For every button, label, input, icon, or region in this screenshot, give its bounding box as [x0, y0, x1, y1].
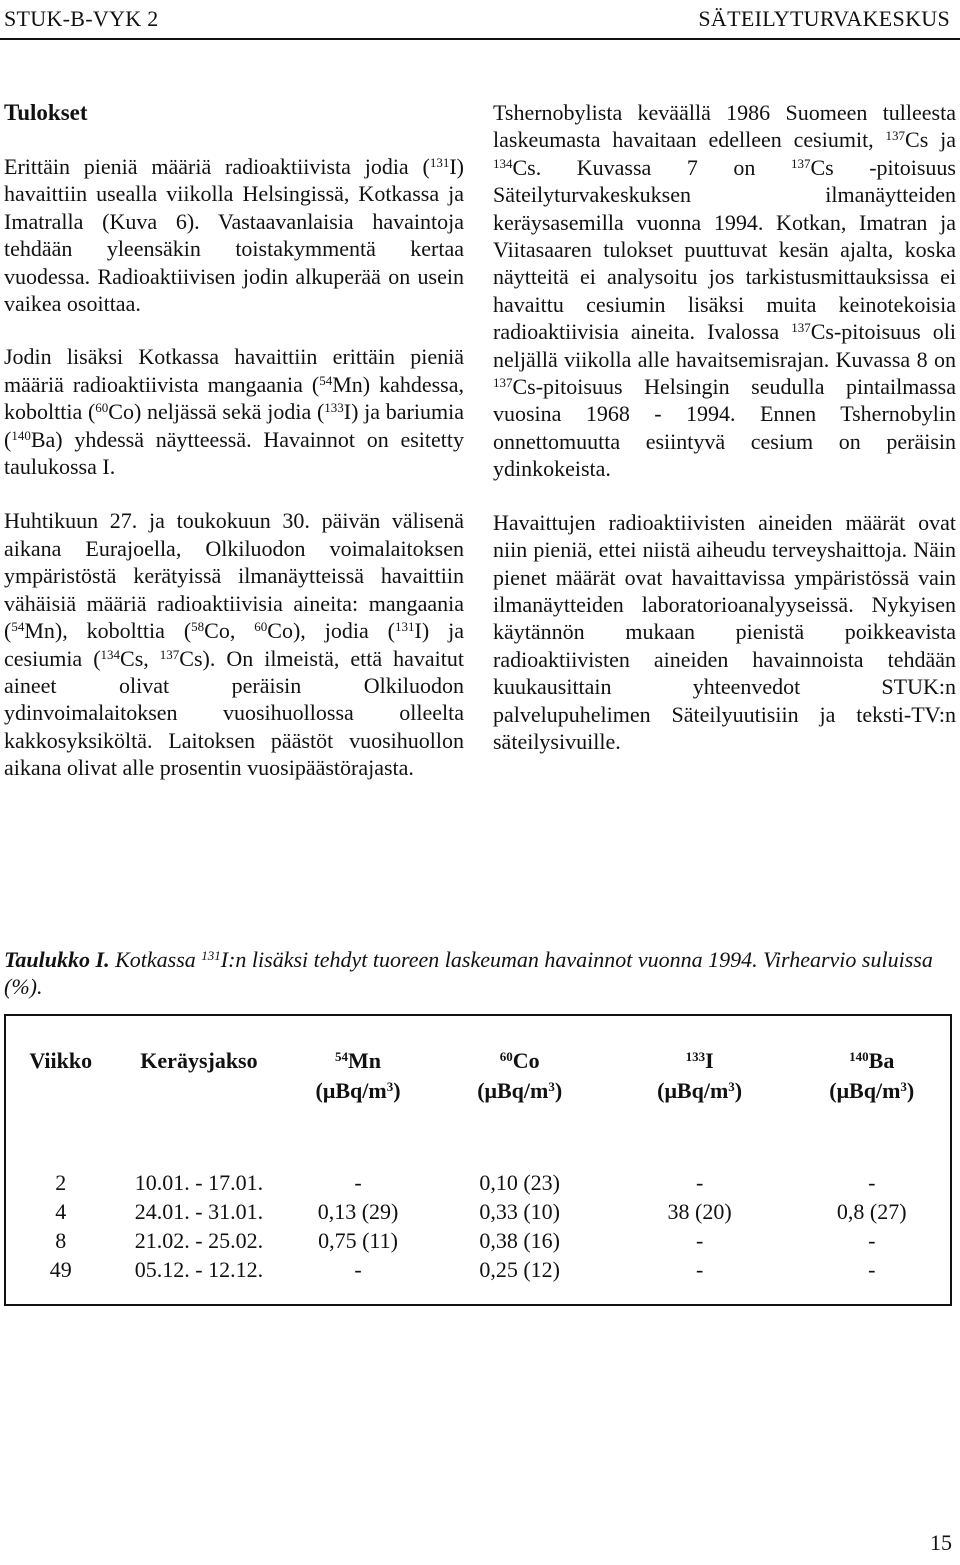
- paragraph-olkiluoto: Huhtikuun 27. ja toukokuun 30. päivän välisenä aikana Eurajoella, Olkiluodon voimalaitoksen ympäristöstä kerätyissä ilmanäytteissä havaittiin vähäisiä määriä radioaktiivisia aineita: mangaania ($^{54}$Mn), kobolttia ($^{58}$Co, $^{60}$Co), jodia ($^{131}$I) ja cesiumia ($^{134}$Cs, $^{137}$Cs). On ilmeistä, että havaitut aineet olivat peräisin Olkiluodon ydinvoimalaitoksen vuosihuollossa olleelta kakkosyksiköltä. Laitoksen päästöt vuosihuollon aikana olivat alle prosentin vuosipäästörajasta.: [4, 508, 464, 781]
- paragraph-chernobyl: Tshernobylista keväällä 1986 Suomeen tulleesta laskeumasta havaitaan edelleen cesiumit, $^{137}$Cs ja $^{134}$Cs. Kuvassa 7 on $^{137}$Cs -pitoisuus Säteilyturvakeskuksen ilmanäytteiden keräysasemilla vuonna 1994. Kotkan, Imatran ja Viitasaaren tulokset puuttuvat kesän ajalta, koska näytteitä ei analysoitu jos tarkistusmittauksissa ei havaittu cesiumin lisäksi muita keinotekoisia radioaktiivisia aineita. Ivalossa $^{137}$Cs-pitoisuus oli neljällä viikolla alle havaitsemisrajan. Kuvassa 8 on $^{137}$Cs-pitoisuus Helsingin seudulla pintailmassa vuosina 1968 - 1994. Ennen Tshernobylin onnettomuutta esiintyvä cesium on peräisin ydinkokeista.: [493, 100, 957, 482]
- running-header-right: SÄTEILYTURVAKESKUS: [698, 6, 950, 31]
- results-table: [4, 1014, 952, 1306]
- cell-week: 49: [49, 1257, 72, 1282]
- col-header-i133: $^{133}$I $(\mu Bq/m^3)$: [657, 1048, 743, 1103]
- col-header-co60: $^{60}$Co $(\mu Bq/m^3)$: [477, 1048, 563, 1103]
- cell-mn54: -: [354, 1170, 362, 1195]
- table-row: [6, 1255, 950, 1284]
- cell-i133: -: [695, 1170, 704, 1195]
- cell-mn54: 0,75 (11): [318, 1228, 398, 1253]
- cell-i133: -: [695, 1228, 704, 1253]
- col-header-week: Viikko: [29, 1048, 93, 1073]
- right-column: [493, 99, 956, 755]
- paragraph-kotka: Jodin lisäksi Kotkassa havaittiin erittäin pieniä määriä radioaktiivista mangaania ($^{54}$Mn) kahdessa, kobolttia ($^{60}$Co) neljässä sekä jodia ($^{133}$I) ja bariumia ($^{140}$Ba) yhdessä näytteessä. Havainnot on esitetty taulukossa I.: [4, 344, 464, 480]
- left-column: [4, 99, 464, 782]
- cell-week: 8: [55, 1228, 67, 1253]
- cell-ba140: -: [868, 1170, 876, 1195]
- running-header-left: STUK-B-VYK 2: [4, 6, 159, 31]
- cell-period: 10.01. - 17.01.: [134, 1170, 264, 1195]
- paragraph-iodine: Erittäin pieniä määriä radioaktiivista jodia ($^{131}$I) havaittiin usealla viikolla Helsingissä, Kotkassa ja Imatralla (Kuva 6). Vastaavanlaisia havaintoja tehdään yleensäkin toistakymmentä kertaa vuodessa. Radioaktiivisen jodin alkuperää on usein vaikea osoittaa.: [4, 154, 464, 317]
- cell-ba140: -: [868, 1228, 876, 1253]
- header-rule: [0, 38, 960, 40]
- page-number: 15: [930, 1530, 952, 1555]
- cell-week: 4: [55, 1199, 67, 1224]
- table-row: [6, 1106, 950, 1197]
- cell-co60: 0,10 (23): [479, 1170, 561, 1195]
- section-heading: Tulokset: [4, 100, 88, 125]
- cell-ba140: 0,8 (27): [836, 1199, 907, 1224]
- col-header-ba140: $^{140}$Ba $(\mu Bq/m^3)$: [829, 1048, 915, 1103]
- table-caption: Taulukko I. Kotkassa $^{131}$I:n lisäksi tehdyt tuoreen laskeuman havainnot vuonna 1994. Virhearvio suluissa (%).: [4, 947, 933, 1000]
- cell-week: 2: [55, 1170, 67, 1195]
- cell-i133: -: [695, 1257, 704, 1282]
- cell-co60: 0,38 (16): [479, 1228, 561, 1253]
- col-header-mn54: $^{54}$Mn $(\mu Bq/m^3)$: [315, 1048, 401, 1103]
- paragraph-health: Havaittujen radioaktiivisten aineiden määrät ovat niin pieniä, ettei niistä aiheudu terveyshaittoja. Näin pienet määrät ovat havaittavissa ympäristössä vain ilmanäytteiden laboratorioanalyyseissä. Nykyisen käytännön mukaan pienistä poikkeavista radioaktiivisten aineiden havainnoista tehdään kuukausittain yhteenvedot STUK:n palvelupuhelimen Säteilyuutisiin ja teksti-TV:n säteilysivuille.: [493, 509, 956, 754]
- cell-i133: 38 (20): [667, 1199, 732, 1224]
- cell-co60: 0,33 (10): [479, 1199, 561, 1224]
- cell-period: 24.01. - 31.01.: [134, 1199, 264, 1224]
- cell-mn54: -: [354, 1257, 362, 1282]
- table-row: [6, 1197, 950, 1226]
- cell-mn54: 0,13 (29): [317, 1199, 399, 1224]
- col-header-period: Keräysjakso: [140, 1048, 258, 1073]
- table-row: [6, 1226, 950, 1255]
- cell-period: 21.02. - 25.02.: [134, 1228, 264, 1253]
- cell-co60: 0,25 (12): [479, 1257, 561, 1282]
- cell-period: 05.12. - 12.12.: [134, 1257, 264, 1282]
- cell-ba140: -: [868, 1257, 876, 1282]
